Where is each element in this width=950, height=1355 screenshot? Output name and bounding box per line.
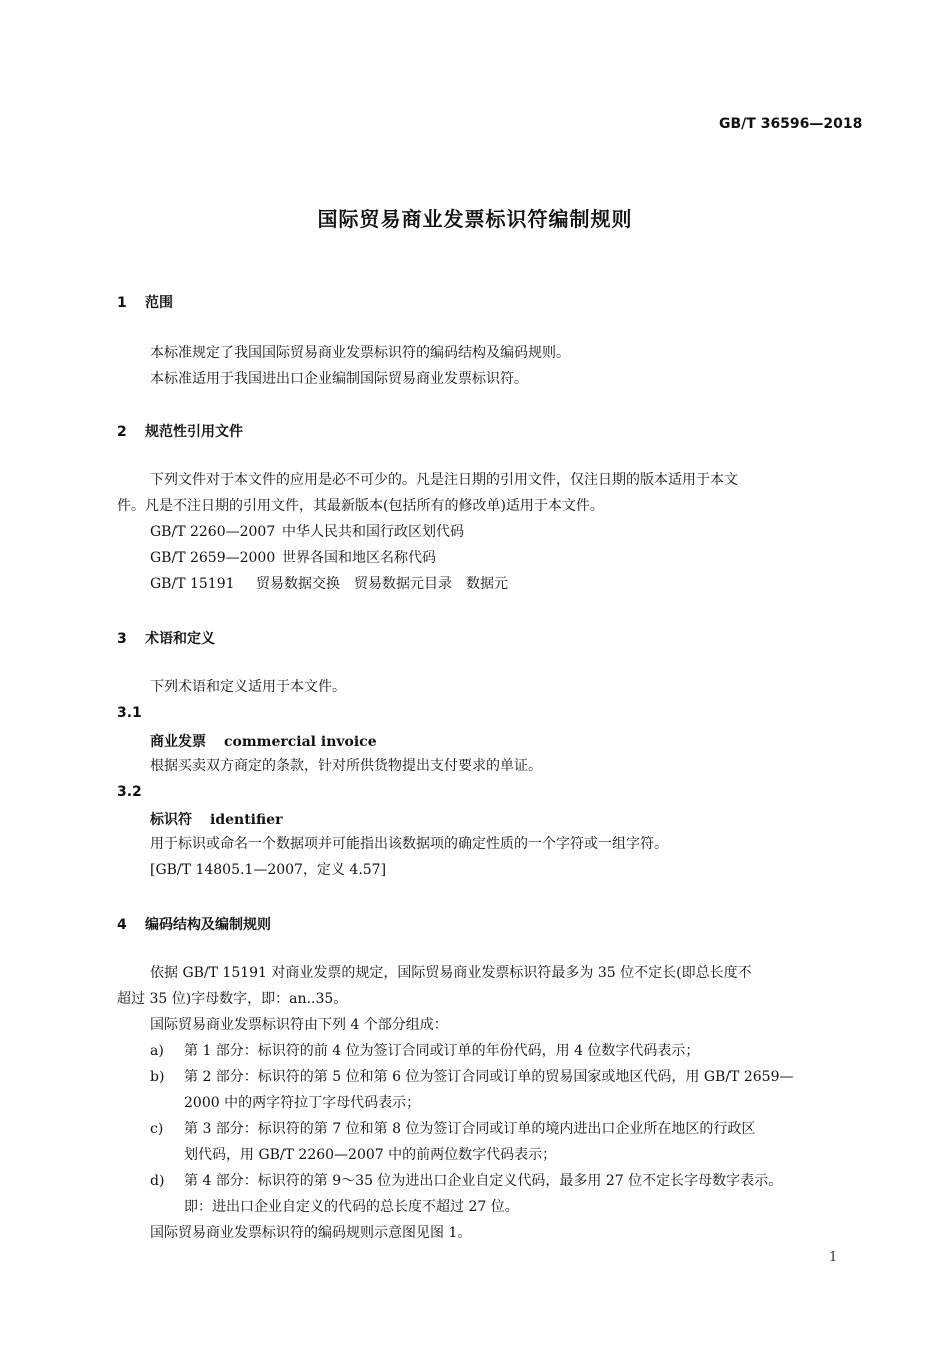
list-text: 第 4 部分：标识符的第 9～35 位为进出口企业自定义代码，最多用 27 位不定长字母数字表示。 [184,1173,783,1189]
list-item [150,1168,782,1194]
reference-code: GB/T 2659—2000 [150,550,276,566]
scope-paragraph-2: 本标准适用于我国进出口企业编制国际贸易商业发票标识符。 [150,371,528,387]
term-source: [GB/T 14805.1—2007，定义 4.57] [150,862,387,878]
document-title: 国际贸易商业发票标识符编制规则 [317,207,633,231]
section-title: 术语和定义 [145,631,215,647]
term-english: identifier [210,812,283,828]
reference-code: GB/T 2260—2007 [150,524,276,540]
scope-paragraph-1: 本标准规定了我国国际贸易商业发票标识符的编码结构及编码规则。 [150,345,570,361]
section-number: 2 [117,424,127,440]
list-text-continuation: 2000 中的两字符拉丁字母代码表示； [184,1095,421,1111]
term-number: 3.1 [117,705,142,721]
section-title: 范围 [145,295,173,311]
coding-paragraph-line-1: 依据 GB/T 15191 对商业发票的规定，国际贸易商业发票标识符最多为 35 位不定长(即总长度不 [150,965,752,981]
term-english: commercial invoice [224,734,377,750]
section-title: 规范性引用文件 [145,424,243,440]
coding-figure-reference: 国际贸易商业发票标识符的编码规则示意图见图 1。 [150,1225,472,1241]
reference-title: 贸易数据交换 贸易数据元目录 数据元 [256,576,508,592]
term-definition: 根据买卖双方商定的条款，针对所供货物提出支付要求的单证。 [150,758,542,774]
normative-paragraph-line-2: 件。凡是不注日期的引用文件，其最新版本(包括所有的修改单)适用于本文件。 [117,498,604,514]
list-item [150,1064,793,1090]
section-title: 编码结构及编制规则 [145,917,271,933]
reference-title: 世界各国和地区名称代码 [282,550,436,566]
reference-code: GB/T 15191 [150,576,235,592]
reference-title: 中华人民共和国行政区划代码 [282,524,464,540]
term-definition: 用于标识或命名一个数据项并可能指出该数据项的确定性质的一个字符或一组字符。 [150,836,668,852]
list-text-continuation: 划代码，用 GB/T 2260—2007 中的前两位数字代码表示； [184,1147,557,1163]
term-chinese: 商业发票 [150,734,206,750]
list-label: a) [150,1043,164,1059]
section-3-heading [117,628,215,648]
list-label: c) [150,1121,164,1137]
section-1-heading [117,292,173,312]
list-text-continuation: 即：进出口企业自定义的代码的总长度不超过 27 位。 [184,1199,519,1215]
list-label: b) [150,1069,165,1085]
section-number: 4 [117,917,127,933]
coding-parts-intro: 国际贸易商业发票标识符由下列 4 个部分组成： [150,1017,448,1033]
standard-code: GB/T 36596—2018 [719,116,863,132]
reference-item [150,545,436,571]
section-2-heading [117,421,243,441]
list-text: 第 1 部分：标识符的前 4 位为签订合同或订单的年份代码，用 4 位数字代码表示； [184,1043,700,1059]
page-number: 1 [829,1250,838,1265]
normative-paragraph-line-1: 下列文件对于本文件的应用是必不可少的。凡是注日期的引用文件，仅注日期的版本适用于本文 [150,472,738,488]
term-number: 3.2 [117,784,142,800]
term-heading [150,731,377,751]
list-item [150,1038,699,1064]
reference-item [150,519,464,545]
term-heading [150,809,282,829]
terms-intro: 下列术语和定义适用于本文件。 [150,679,346,695]
section-number: 1 [117,295,127,311]
reference-item [150,571,508,597]
list-text: 第 3 部分：标识符的第 7 位和第 8 位为签订合同或订单的境内进出口企业所在地区的行政区 [184,1121,756,1137]
coding-paragraph-line-2: 超过 35 位)字母数字，即：an..35。 [117,991,348,1007]
section-4-heading [117,914,271,934]
list-item [150,1116,755,1142]
section-number: 3 [117,631,127,647]
list-label: d) [150,1173,165,1189]
term-chinese: 标识符 [150,812,192,828]
list-text: 第 2 部分：标识符的第 5 位和第 6 位为签订合同或订单的贸易国家或地区代码，用 GB/T 2659— [184,1069,794,1085]
